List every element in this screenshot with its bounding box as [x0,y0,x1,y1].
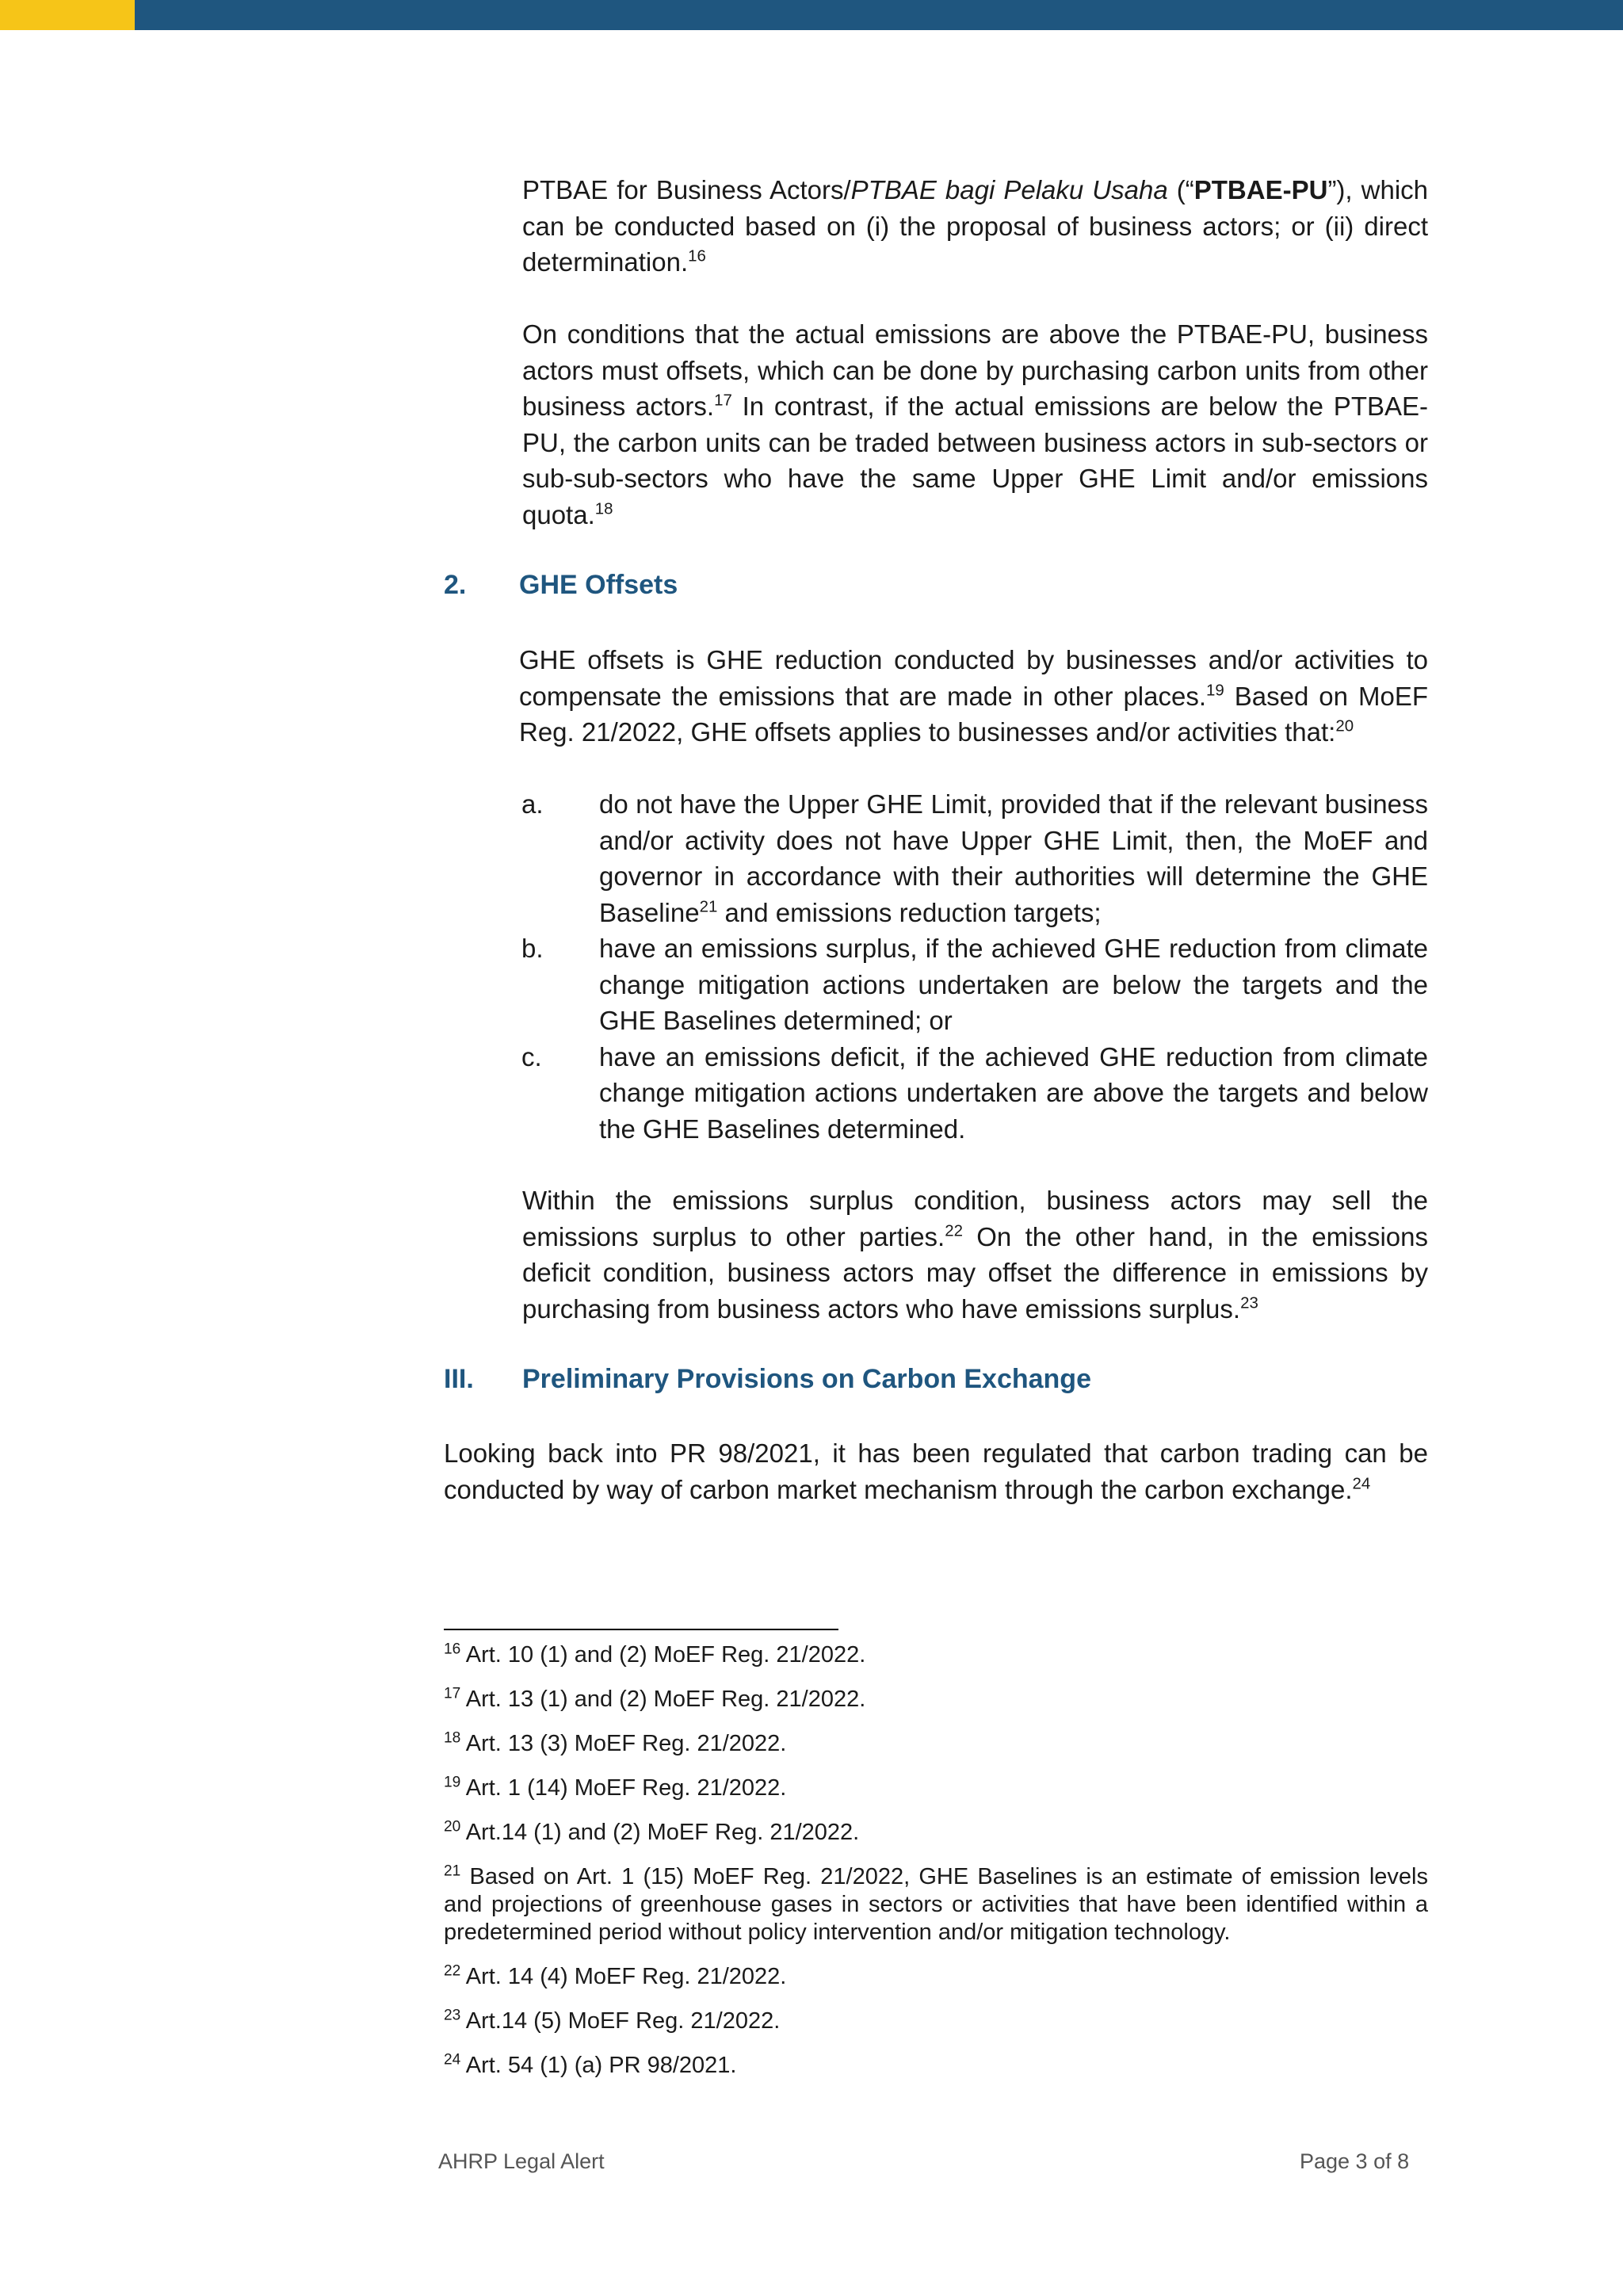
footnote [444,1686,1428,1713]
footnote-ref[interactable]: 22 [945,1221,963,1240]
text: Based on MoEF Reg. 21/2022, GHE offsets applies to businesses and/or activities that: [519,681,1428,747]
footnote-ref[interactable]: 16 [688,246,706,266]
footnote-number: 22 [444,1962,461,1980]
list-marker: c. [521,1041,542,1072]
text: do not have the Upper GHE Limit, provided that if the relevant business and/or activity does not have Upper GHE Limit, then, the MoEF and governor in accordance with their authorities will determine the GHE Baseline [599,789,1428,927]
footnote-number: 19 [444,1774,461,1791]
footnote-number: 18 [444,1729,461,1747]
italic-term: PTBAE bagi Pelaku Usaha [850,175,1168,204]
footnote-number: 23 [444,2007,461,2024]
footnote-text: Based on Art. 1 (15) MoEF Reg. 21/2022, GHE Baselines is an estimate of emission levels and projections of greenhouse gases in sectors or activities that have been identified within a predetermined period without policy intervention and/or mitigation technology. [444,1864,1428,1945]
paragraph-surplus-deficit [522,1182,1428,1327]
list-marker: a. [521,789,544,819]
footnote-ref[interactable]: 21 [699,896,718,915]
footnote-ref[interactable]: 20 [1335,716,1354,735]
lettered-list [521,786,1428,1147]
section-title: GHE Offsets [519,570,678,600]
list-marker: b. [521,934,544,963]
footnote [444,1641,1428,1669]
text: Within the emissions surplus condition, business actors may sell the emissions surplus to other parties. [522,1186,1428,1251]
footnote-text: Art. 54 (1) (a) PR 98/2021. [460,2053,737,2078]
footnote [444,2008,1428,2035]
section-number: 2. [444,570,467,600]
footnote-text: Art. 14 (4) MoEF Reg. 21/2022. [460,1964,787,1989]
list-item-text [599,1039,1428,1148]
list-item [521,1039,1428,1148]
footnote-text: Art.14 (1) and (2) MoEF Reg. 21/2022. [460,1820,860,1845]
text: ”), which can be conducted based on (i) the proposal of business actors; or (ii) direct determination. [522,175,1429,277]
footnote-text: Art. 1 (14) MoEF Reg. 21/2022. [460,1775,787,1801]
footnote [444,1730,1428,1758]
footnote [444,2052,1428,2080]
list-item [521,930,1428,1039]
text: On conditions that the actual emissions are above the PTBAE-PU, business actors must offsets, which can be done by purchasing carbon units from other business actors. [522,319,1428,421]
list-item-text [599,930,1428,1039]
section-number: III. [444,1364,474,1394]
paragraph-ghe-offsets-definition [519,642,1428,751]
footnotes [444,1641,1428,2096]
footnote-text: Art. 13 (3) MoEF Reg. 21/2022. [460,1731,787,1756]
list-item-text [599,786,1428,930]
text: have an emissions surplus, if the achieved GHE reduction from climate change mitigation actions undertaken are below the targets and the GHE Baselines determined; or [599,934,1428,1035]
section-title: Preliminary Provisions on Carbon Exchange [522,1364,1091,1394]
footer-publication: AHRP Legal Alert [438,2149,605,2173]
text: Looking back into PR 98/2021, it has been regulated that carbon trading can be conducted by way of carbon market mechanism through the carbon exchange. [444,1438,1428,1504]
paragraph-ptbae-pu [522,172,1428,281]
text: (“ [1167,175,1194,204]
footnote-number: 20 [444,1818,461,1836]
footnote-ref[interactable]: 24 [1352,1473,1371,1492]
footnote-text: Art. 10 (1) and (2) MoEF Reg. 21/2022. [460,1642,866,1668]
footnote-number: 17 [444,1685,461,1702]
footnote [444,1775,1428,1802]
text: PTBAE for Business Actors/ [522,175,851,204]
footnote-number: 21 [444,1862,461,1880]
footnote-ref[interactable]: 17 [714,391,732,410]
text: On the other hand, in the emissions deficit condition, business actors may offset the difference in emissions by purchasing from business actors who have emissions surplus. [522,1221,1428,1324]
header-accent [0,0,135,30]
text: In contrast, if the actual emissions are below the PTBAE-PU, the carbon units can be traded between business actors in sub-sectors or sub-sub-sectors who have the same Upper GHE Limit and/or emissions quota. [522,392,1428,529]
footer-page-number: Page 3 of 8 [1300,2149,1410,2173]
paragraph-offsets-conditions [522,316,1428,533]
text: have an emissions deficit, if the achieved GHE reduction from climate change mitigation actions undertaken are above the targets and below the GHE Baselines determined. [599,1041,1428,1144]
footnote-number: 24 [444,2051,461,2069]
list-item [521,786,1428,930]
bold-term: PTBAE-PU [1193,175,1328,204]
footnote [444,1819,1428,1847]
footnote-text: Art. 13 (1) and (2) MoEF Reg. 21/2022. [460,1687,866,1712]
footnote-number: 16 [444,1641,461,1658]
header-bar [0,0,1623,30]
footnote-separator [444,1629,838,1630]
footnote-ref[interactable]: 18 [594,499,613,518]
text: GHE offsets is GHE reduction conducted by businesses and/or activities to compensate the emissions that are made in other places. [519,645,1428,711]
paragraph-carbon-exchange [444,1435,1428,1507]
footnote-ref[interactable]: 19 [1206,680,1224,699]
footnote-ref[interactable]: 23 [1240,1293,1258,1312]
text: and emissions reduction targets; [717,897,1102,927]
footnote-text: Art.14 (5) MoEF Reg. 21/2022. [460,2008,781,2034]
footnote [444,1963,1428,1991]
footnote [444,1863,1428,1946]
